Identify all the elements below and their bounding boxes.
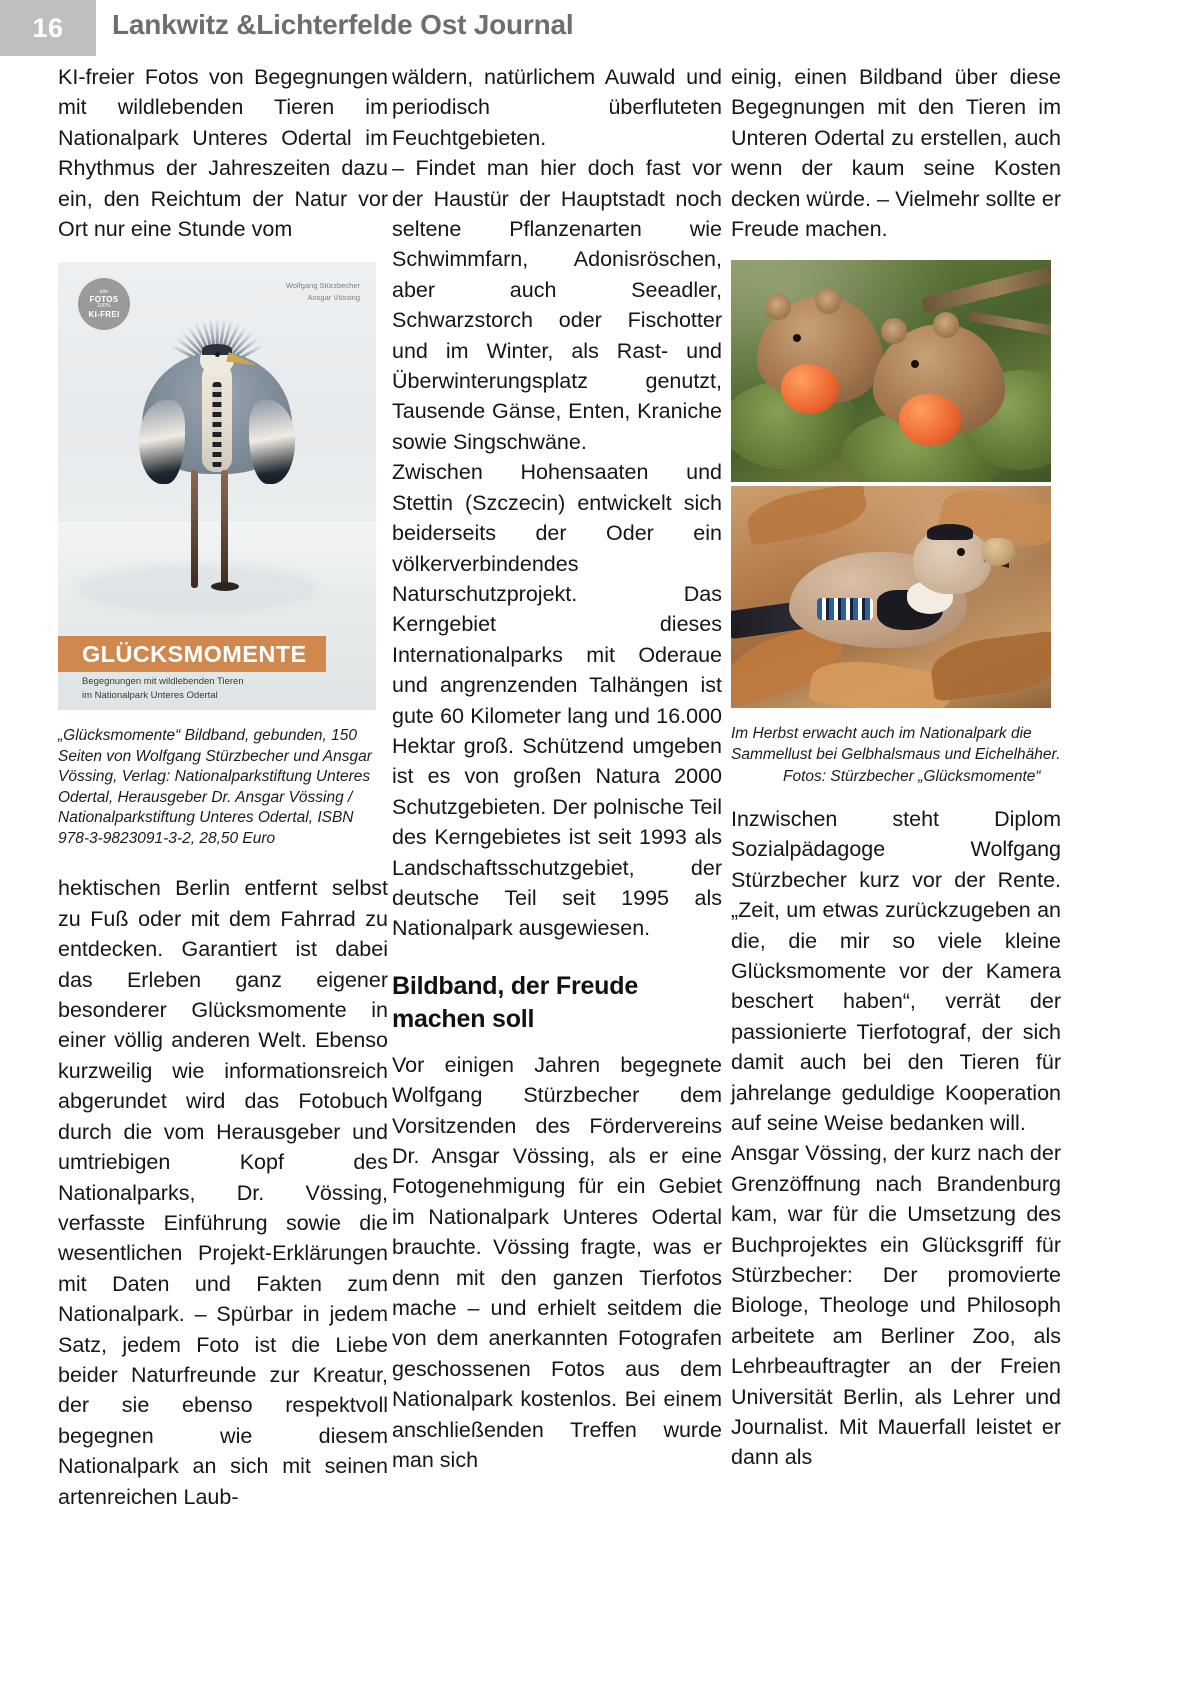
col3-paragraph-3: Ansgar Vössing, der kurz nach der Grenzöffnung nach Brandenburg kam, war für die Umsetzung des Buchprojektes ein Glücksgriff für Stürzbecher: Der promovierte Biologe, Theologe und Philosoph arbeitete am Berliner Zoo, als Lehrbeauftragter an der Freien Universität Berlin, als Lehrer und Journalist. Mit Mauerfall leistet er dann als (731, 1141, 1061, 1470)
jay-crown (927, 524, 973, 540)
col1-paragraph-2: hektischen Berlin entfernt selbst zu Fuß oder mit dem Fahrrad zu entdecken. Garantiert ist dabei das Erleben ganz eigener besonderer Glücksmomente in einer völlig anderen Welt. Ebenso kurzweilig wie informationsreich abgerundet wird das Fotobuch durch die vom Herausgeber und umtriebigen Kopf des Nationalparks, Dr. Vössing, verfasste Einführung sowie die wesentlichen Projekt-Erklärungen mit Daten und Fakten zum Nationalpark. – Spürbar in jedem Satz, jedem Foto ist die Liebe beider Naturfreunde zur Kreatur, der sie ebenso respektvoll begegnen wie diesem Nationalpark an sich mit seinen artenreichen Laub- (58, 876, 388, 1509)
col2-paragraph-3: Zwischen Hohensaaten und Stettin (Szczecin) entwickelt sich beiderseits der Oder ein völkerverbindendes Naturschutzprojekt. Das Kerngebiet dieses Internationalparks mit Oderaue und angrenzenden Talhängen ist gute 60 Kilometer lang und 16.000 Hektar groß. Schützend umgeben ist es von großen Natura 2000 Schutzgebieten. Der polnische Teil des Kerngebietes ist seit 1993 als Landschaftsschutzgebiet, der deutsche Teil seit 1995 als Nationalpark ausgewiesen. (392, 460, 722, 941)
page-number-box (0, 0, 96, 56)
cover-subtitle (82, 675, 244, 703)
badge-line-4: KI-FREI (88, 310, 120, 320)
photo-caption: Im Herbst erwacht auch im Nationalpark die Sammellust bei Gelbhalsmaus und Eichelhäher. (731, 725, 1061, 763)
photo-eichelhaeher (731, 486, 1051, 708)
col3-paragraph-1: einig, einen Bildband über diese Begegnungen mit den Tieren im Unteren Odertal zu erstellen, auch wenn der kaum seine Kosten decken würde. – Vielmehr sollte er Freude machen. (731, 65, 1061, 242)
cover-title-bar (58, 636, 326, 672)
col2-paragraph-1: wäldern, natürlichem Auwald und periodisch überfluteten Feuchtgebieten. (392, 65, 722, 150)
heron-eye (215, 352, 220, 357)
photo-gelbhalsmaus (731, 260, 1051, 482)
heron-neck-streak (213, 382, 222, 468)
article-columns (0, 62, 1200, 1682)
col2-paragraph-4: Vor einigen Jahren begegnete Wolfgang Stürzbecher dem Vorsitzenden des Fördervereins Dr. Ansgar Vössing, als er eine Fotogenehmigung für ein Gebiet im Nationalpark Unteres Odertal brauchte. Vössing fragte, was er denn mit den ganzen Tierfotos mache – und erhielt seitdem die von dem anerkannten Fotografen geschossenen Fotos aus dem Nationalpark kostenlos. Bei einem anschließenden Treffen wurde man sich (392, 1052, 722, 1473)
cover-subtitle-line-1: Begegnungen mit wildlebenden Tieren (82, 675, 244, 687)
jay-wing-patch (817, 598, 873, 620)
book-cover-image (58, 262, 376, 710)
column-1 (58, 62, 388, 1512)
page-number: 16 (32, 12, 64, 43)
cover-author-2: Ansgar Vössing (307, 293, 360, 303)
book-caption: „Glücksmomente“ Bildband, gebunden, 150 Seiten von Wolfgang Stürzbecher und Ansgar Vössing, Verlag: Nationalparkstiftung Unteres Odertal, Herausgeber Dr. Ansgar Vössing / Nationalparkstiftung Unteres Odertal, ISBN 978-3-9823091-3-2, 28,50 Euro (58, 727, 372, 847)
heron-foot (211, 582, 239, 591)
col3-paragraph-2: Inzwischen steht Diplom Sozialpädagoge Wolfgang Stürzbecher kurz vor der Rente. „Zeit, um etwas zurückzugeben an die, die mir so viele kleine Glücksmomente vor der Kamera beschert haben“, verrät der passionierte Tierfotograf, der sich damit auch bei den Tieren für jahrelange geduldige Kooperation auf seine Weise bedanken will. (731, 806, 1061, 1135)
journal-title: Lankwitz &Lichterfelde Ost Journal (112, 9, 574, 40)
column-3 (731, 62, 1061, 1473)
section-heading: Bildband, der Freude machen soll (392, 971, 639, 1033)
badge-line-2: FOTOS (89, 295, 119, 305)
masthead (0, 0, 1200, 56)
cover-author-1: Wolfgang Stürzbecher (285, 281, 360, 291)
cover-title: GLÜCKSMOMENTE (82, 640, 307, 667)
heron-leg-left (191, 470, 198, 588)
heron-wing-left (139, 400, 185, 484)
col1-paragraph-1: KI-freier Fotos von Begegnungen mit wildlebenden Tieren im Nationalpark Unteres Odertal im Rhythmus der Jahreszeiten dazu ein, den Reichtum der Natur vor Ort nur eine Stunde vom (58, 65, 388, 242)
column-2 (392, 62, 722, 1475)
photo-credit: Fotos: Stürzbecher „Glücksmomente“ (783, 768, 1041, 786)
heron-leg-right (221, 470, 228, 588)
badge-line-3: 100% (97, 303, 111, 310)
col2-paragraph-2: – Findet man hier doch fast vor der Haustür der Hauptstadt noch seltene Pflanzenarten wie Schwimmfarn, Adonisröschen, aber auch Seeadler, Schwarzstorch oder Fischotter und im Winter, als Rast- und Überwinterungsplatz genutzt, Tausende Gänse, Enten, Kraniche sowie Singschwäne. (392, 156, 722, 454)
heron-illustration (133, 300, 301, 600)
badge-line-1: alle (99, 288, 109, 295)
cover-subtitle-line-2: im Nationalpark Unteres Odertal (82, 689, 218, 701)
